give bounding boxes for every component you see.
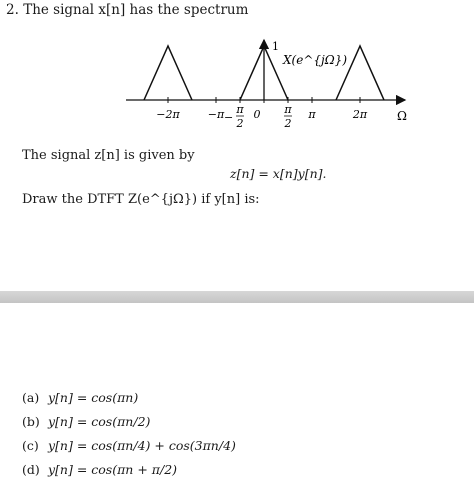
peak-label: 1 <box>272 40 279 53</box>
option-d <box>22 458 236 482</box>
axis-ticks <box>156 97 368 130</box>
tick-label: −2π <box>156 108 180 121</box>
spectrum-figure <box>0 0 474 140</box>
tick-label: 0 <box>253 108 261 121</box>
question-number: 2. <box>6 2 19 18</box>
option-label: (c) <box>22 438 39 453</box>
minus-sign: − <box>224 111 234 124</box>
omega-axis-label: Ω <box>397 109 407 123</box>
statement-task: Draw the DTFT Z(e^{jΩ}) if y[n] is: <box>22 192 260 207</box>
option-a <box>22 386 236 410</box>
options-list <box>22 386 236 482</box>
spectrum-triangle-1 <box>144 46 192 100</box>
tick-label: π <box>308 108 316 121</box>
tick-label: π 2 <box>284 103 292 130</box>
spectrum-label: X(e^{jΩ}) <box>283 53 348 67</box>
product-equation: z[n] = x[n]y[n]. <box>230 166 327 181</box>
option-label: (a) <box>22 390 40 405</box>
option-text: y[n] = cos(πn) <box>47 390 139 405</box>
option-text: y[n] = cos(πn + π/2) <box>47 462 178 477</box>
option-b <box>22 410 236 434</box>
section-divider <box>0 291 474 303</box>
option-text: y[n] = cos(πn/4) + cos(3πn/4) <box>47 438 236 453</box>
option-text: y[n] = cos(πn/2) <box>47 414 151 429</box>
tick-label: 2π <box>352 108 368 121</box>
tick-label: π 2 <box>236 103 244 130</box>
statement-intro: The signal z[n] is given by <box>22 148 195 163</box>
option-c <box>22 434 236 458</box>
question-heading-text: The signal x[n] has the spectrum <box>23 2 249 18</box>
tick-label: −π <box>207 108 225 121</box>
option-label: (d) <box>22 462 40 477</box>
option-label: (b) <box>22 414 40 429</box>
